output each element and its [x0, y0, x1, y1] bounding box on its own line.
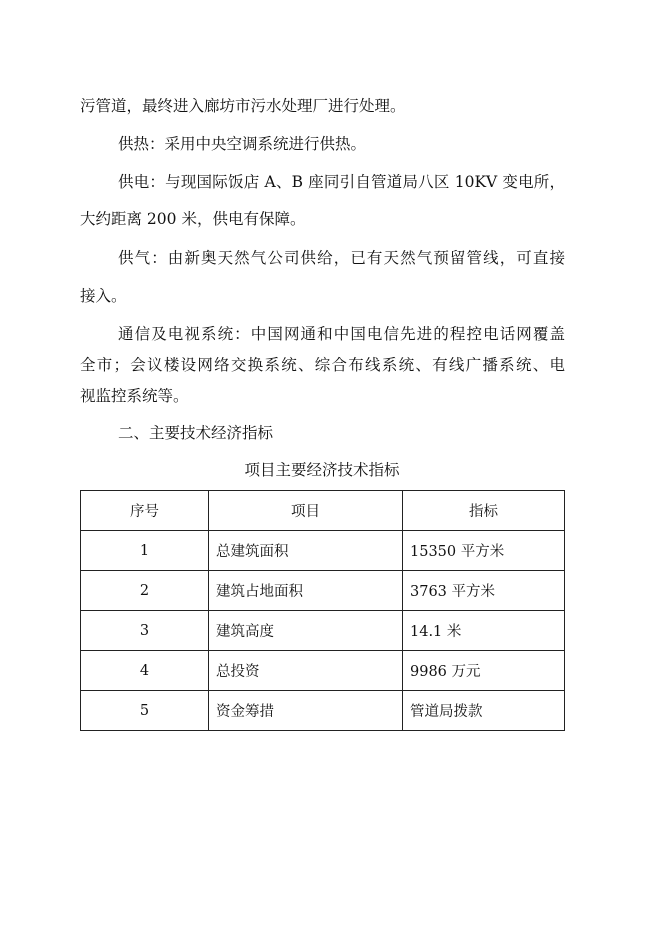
header-index: 序号 [81, 491, 209, 531]
paragraph-power-line-2: 大约距离 200 米，供电有保障。 [80, 210, 306, 228]
row-item: 建筑占地面积 [209, 571, 403, 611]
table-row [81, 651, 565, 691]
table-header-row [81, 491, 565, 531]
paragraph-power-line-1: 供电：与现国际饭店 A、B 座同引自管道局八区 10KV 变电所， [118, 173, 565, 191]
row-value: 14.1 米 [403, 611, 565, 651]
row-item: 总建筑面积 [209, 531, 403, 571]
row-value: 3763 平方米 [403, 571, 565, 611]
header-item: 项目 [209, 491, 403, 531]
paragraph-heating: 供热：采用中央空调系统进行供热。 [118, 135, 367, 153]
row-index: 5 [81, 691, 209, 731]
paragraph-gas-line-2: 接入。 [80, 287, 127, 305]
row-item: 建筑高度 [209, 611, 403, 651]
row-value: 管道局拨款 [403, 691, 565, 731]
row-index: 3 [81, 611, 209, 651]
row-value: 15350 平方米 [403, 531, 565, 571]
metrics-table [80, 490, 565, 731]
table-caption: 项目主要经济技术指标 [244, 461, 400, 479]
row-index: 4 [81, 651, 209, 691]
row-item: 总投资 [209, 651, 403, 691]
table-row [81, 611, 565, 651]
row-item: 资金筹措 [209, 691, 403, 731]
paragraph-gas-line-1: 供气：由新奥天然气公司供给，已有天然气预留管线，可直接 [118, 249, 565, 267]
row-index: 1 [81, 531, 209, 571]
row-index: 2 [81, 571, 209, 611]
paragraph-telecom-line-2: 全市；会议楼设网络交换系统、综合布线系统、有线广播系统、电 [80, 356, 565, 374]
paragraph-telecom-line-3: 视监控系统等。 [80, 387, 189, 405]
paragraph-sewage-continuation: 污管道，最终进入廊坊市污水处理厂进行处理。 [80, 97, 406, 115]
paragraph-telecom-line-1: 通信及电视系统：中国网通和中国电信先进的程控电话网覆盖 [118, 325, 565, 343]
table-row [81, 571, 565, 611]
table-row [81, 691, 565, 731]
table-row [81, 531, 565, 571]
header-value: 指标 [403, 491, 565, 531]
row-value: 9986 万元 [403, 651, 565, 691]
section-heading: 二、主要技术经济指标 [118, 424, 274, 442]
